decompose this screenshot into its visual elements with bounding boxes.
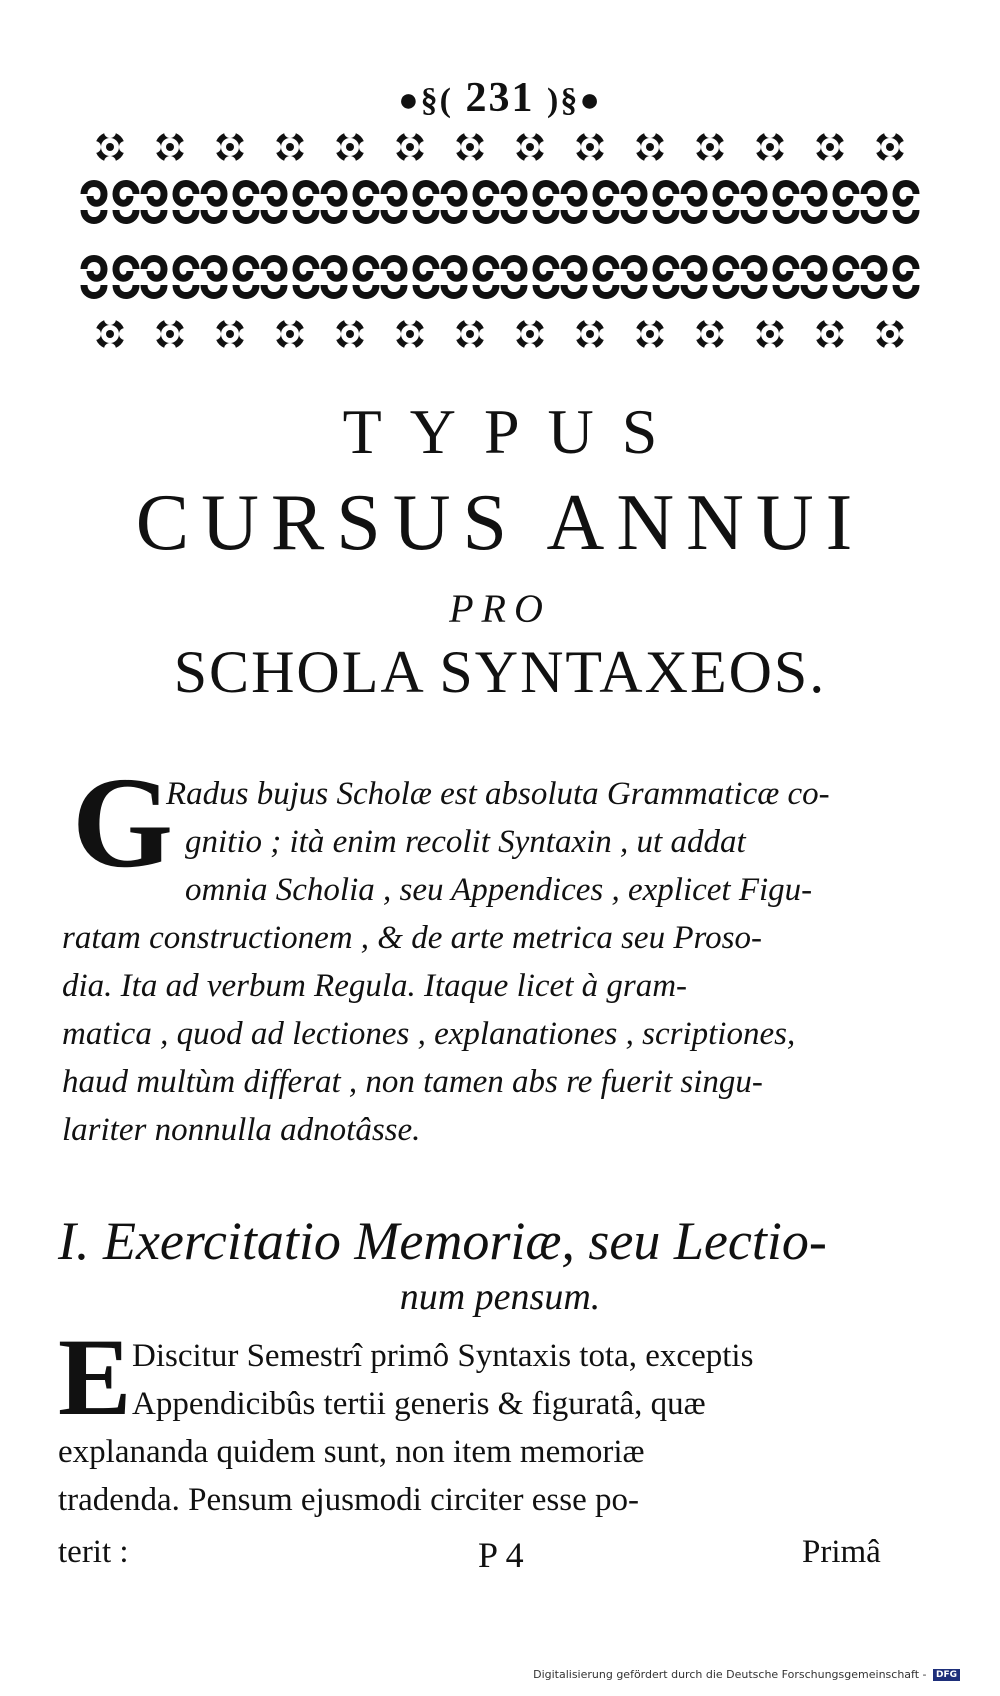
title-cursus-annui: CURSUS ANNUI <box>135 479 865 567</box>
intro-line-3: omnia Scholia , seu Appendices , explicet Figu- <box>185 872 813 908</box>
catchword: Primâ <box>802 1534 881 1570</box>
section-line-1: Discitur Semestrî primô Syntaxis tota, exceptis <box>132 1338 754 1374</box>
ornament-right-icon: )§● <box>547 82 602 120</box>
page-number: 231 <box>465 75 535 121</box>
floral-ornament-band <box>80 122 920 362</box>
intro-line-4: ratam constructionem , & de arte metrica seu Proso- <box>62 920 762 956</box>
drop-cap-g: G <box>72 751 174 895</box>
ornament-left-icon: ●§( <box>398 82 453 120</box>
intro-line-2: gnitio ; ità enim recolit Syntaxin , ut addat <box>185 824 746 860</box>
section-heading-line-1: I. Exercitatio Memoriæ, seu Lectio- <box>58 1211 827 1271</box>
dfg-logo-icon: DFG <box>933 1669 960 1681</box>
signature-mark: P 4 <box>478 1535 524 1575</box>
digitization-credit <box>533 1668 960 1681</box>
title-pro: PRO <box>449 586 551 631</box>
page-header <box>0 74 1000 122</box>
intro-line-8: lariter nonnulla adnotâsse. <box>62 1112 421 1148</box>
intro-line-7: haud multùm differat , non tamen abs re fuerit singu- <box>62 1064 763 1100</box>
drop-cap-e: E <box>58 1316 132 1438</box>
section-line-4: tradenda. Pensum ejusmodi circiter esse po- <box>58 1482 639 1518</box>
footer-terit: terit : <box>58 1534 129 1570</box>
title-schola-syntaxeos: SCHOLA SYNTAXEOS. <box>173 639 827 705</box>
section-line-3: explananda quidem sunt, non item memoriæ <box>58 1434 645 1470</box>
intro-line-6: matica , quod ad lectiones , explanationes , scriptiones, <box>62 1016 796 1052</box>
credit-text: Digitalisierung gefördert durch die Deutsche Forschungsgemeinschaft - <box>533 1668 927 1681</box>
intro-line-5: dia. Ita ad verbum Regula. Itaque licet à gram- <box>62 968 688 1004</box>
intro-line-1: Radus bujus Scholæ est absoluta Grammaticæ co- <box>166 776 830 812</box>
section-line-2: Appendicibûs tertii generis & figuratâ, quæ <box>132 1386 706 1422</box>
section-heading-line-2: num pensum. <box>399 1276 601 1318</box>
title-typus: TYPUS <box>342 396 686 467</box>
section-heading <box>58 1210 827 1272</box>
